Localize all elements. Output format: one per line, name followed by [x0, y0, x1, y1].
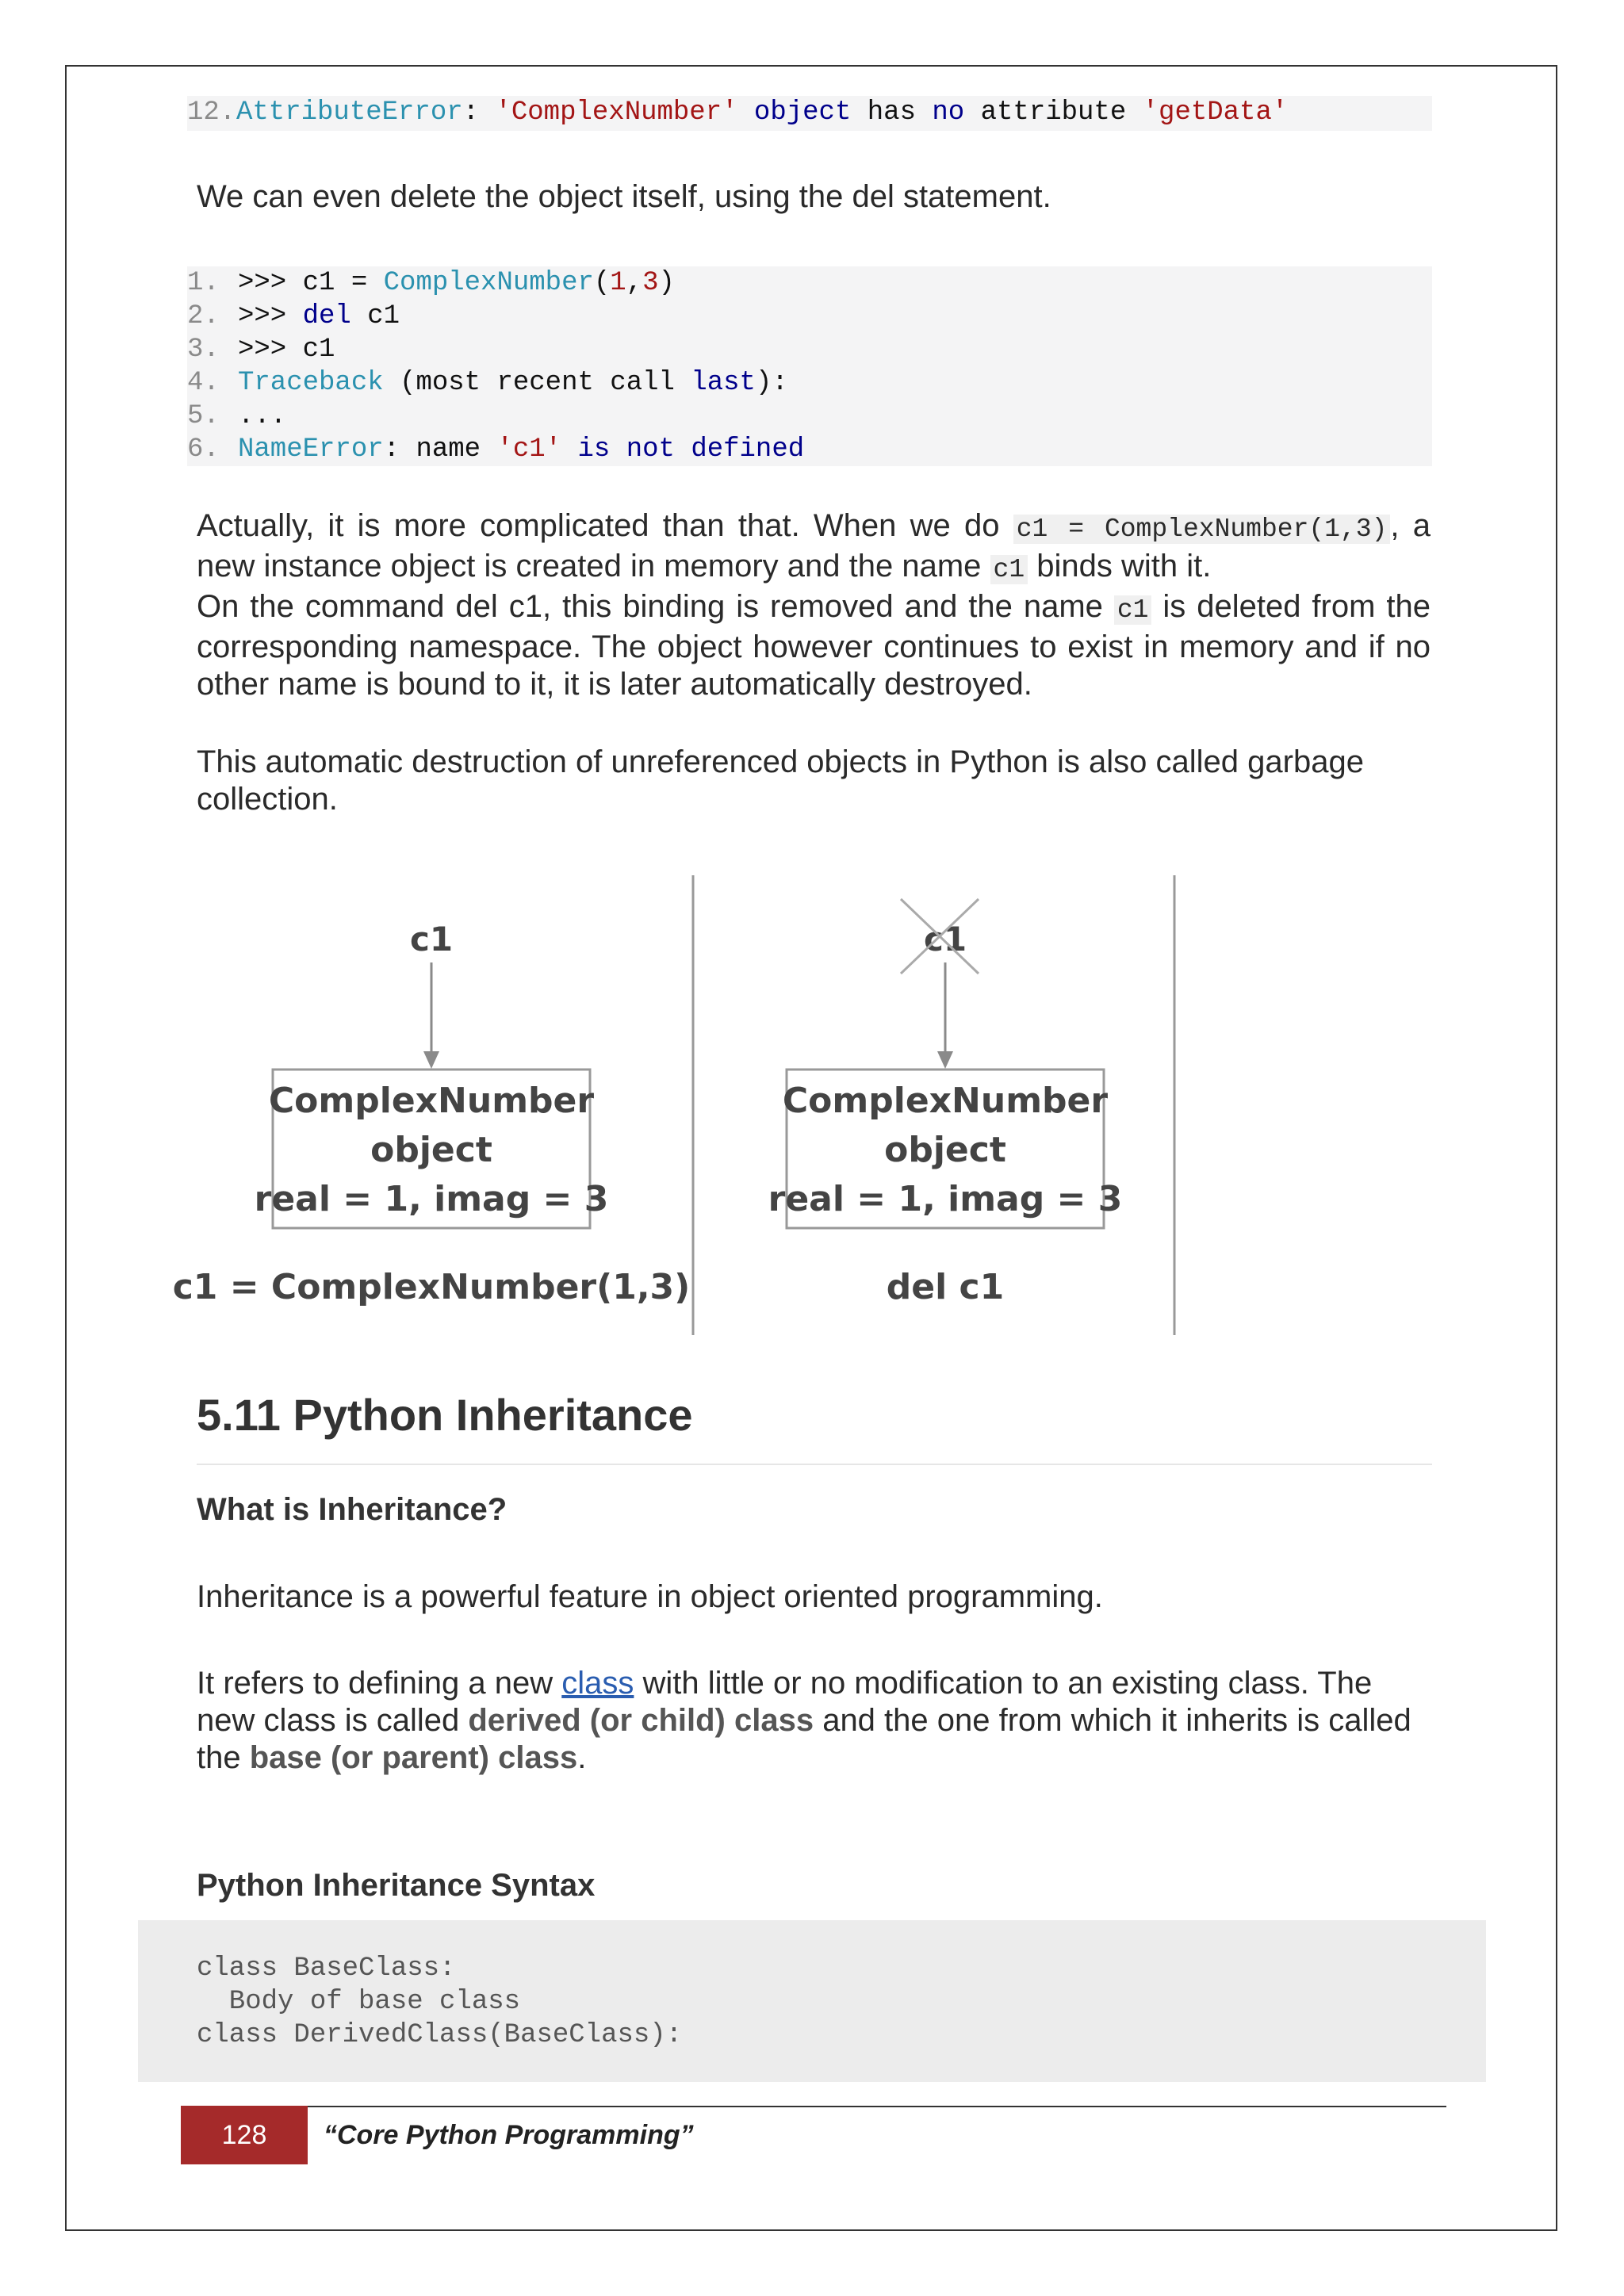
object-box-line: real = 1, imag = 3 — [254, 1179, 609, 1219]
object-box-line: real = 1, imag = 3 — [768, 1179, 1123, 1219]
subheading-inheritance-syntax: Python Inheritance Syntax — [197, 1868, 596, 1903]
bold-term: base (or parent) class — [249, 1740, 578, 1775]
object-box-line: object — [884, 1130, 1006, 1170]
code-token: 'getData' — [1142, 98, 1289, 128]
code-token: : — [462, 98, 496, 128]
code-line: 4. Traceback (most recent call last ): — [187, 368, 788, 398]
code-token: attribute — [964, 98, 1143, 128]
paragraph-delete: We can even delete the object itself, using the del statement. — [197, 179, 1051, 214]
code-block-syntax — [138, 1920, 1486, 2082]
diagram-caption: c1 = ComplexNumber(1,3) — [172, 1267, 691, 1307]
code-token: object — [737, 98, 868, 128]
code-line: class BaseClass: — [197, 1954, 456, 1984]
paragraph-inheritance-definition: It refers to defining a new class with little or no modification to an existing class. The new class is called derived (or child) class and the one from which it inherits is called the base (or parent) class. — [197, 1666, 1411, 1775]
code-line: 3. >>> c1 — [187, 335, 335, 365]
code-line: 6. NameError : name 'c1' is not defined — [187, 434, 805, 465]
section-heading: 5.11 Python Inheritance — [197, 1390, 693, 1440]
paragraph-inheritance-intro: Inheritance is a powerful feature in object oriented programming. — [197, 1579, 1103, 1614]
line-number: 12. — [187, 98, 236, 128]
object-box-line: ComplexNumber — [782, 1081, 1109, 1121]
page-number: 128 — [221, 2120, 267, 2150]
object-box-line: ComplexNumber — [268, 1081, 595, 1121]
code-token: AttributeError — [236, 98, 463, 128]
code-token: 'ComplexNumber' — [495, 98, 738, 128]
variable-label: c1 — [409, 920, 454, 959]
class-link[interactable]: class — [561, 1666, 634, 1701]
footer-book-title: “Core Python Programming” — [324, 2120, 694, 2150]
diagram-caption: del c1 — [886, 1267, 1005, 1307]
paragraph-actually: Actually, it is more complicated than that. When we do c1 = ComplexNumber(1,3) , a new instance object is created in memory and the name c1 binds with it. On the command del c1, this binding is removed and the name c1 is deleted from the corresponding namespace. The object however continues to exist in memory and if no other name is bound to it, it is later automatically destroyed. — [197, 508, 1431, 702]
arrow-head-icon — [937, 1051, 953, 1069]
code-line: Body of base class — [197, 1987, 521, 2017]
heading-rule — [197, 1464, 1432, 1465]
variable-label: c1 — [923, 920, 967, 959]
bold-term: derived (or child) class — [468, 1703, 814, 1738]
code-line: 2. >>> del c1 — [187, 301, 400, 331]
inline-code: c1 — [1114, 595, 1152, 625]
inline-code: c1 — [990, 555, 1028, 584]
inline-code: c1 = ComplexNumber(1,3) — [1013, 515, 1391, 544]
code-line: 1. >>> c1 = ComplexNumber ( 1 , 3 ) — [187, 268, 675, 298]
subheading-what-is-inheritance: What is Inheritance? — [197, 1492, 508, 1527]
code-token: no — [932, 98, 965, 128]
code-line: 5. ... — [187, 401, 287, 431]
code-line: class DerivedClass(BaseClass): — [197, 2020, 683, 2050]
paragraph-garbage-collection: This automatic destruction of unreferenced objects in Python is also called garbage collection. — [197, 744, 1364, 817]
object-box-line: object — [370, 1130, 492, 1170]
arrow-head-icon — [423, 1051, 439, 1069]
cross-out-icon — [901, 899, 979, 974]
code-token: has — [867, 98, 933, 128]
